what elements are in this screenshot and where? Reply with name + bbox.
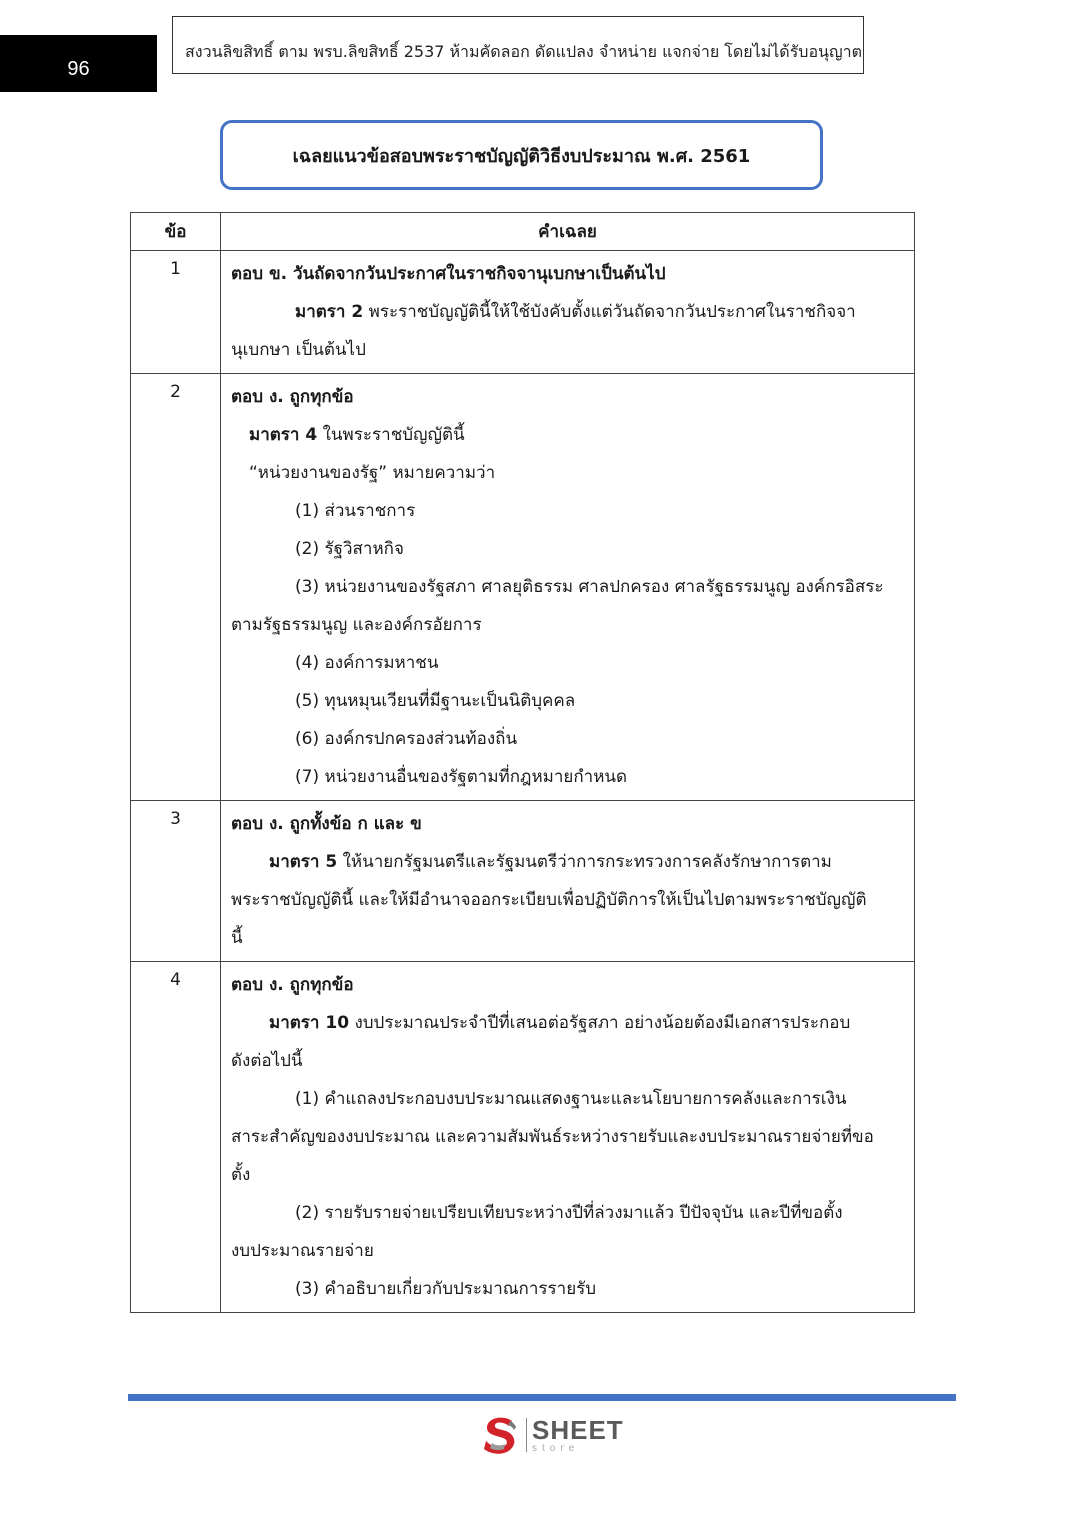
section-text: นุเบกษา เป็นต้นไป [231, 340, 366, 360]
question-number: 1 [131, 251, 221, 374]
answer-choice: ตอบ ง. ถูกทั้งข้อ ก และ ข [231, 814, 422, 834]
answer-cell [221, 251, 915, 374]
list-item-continuation: งบประมาณรายจ่าย [231, 1241, 374, 1261]
section-label: มาตรา 2 [295, 302, 364, 322]
section-text [231, 1004, 904, 1042]
table-row [131, 801, 915, 962]
answer-cell [221, 374, 915, 801]
table-header-row [131, 213, 915, 251]
section-text: นี้ [231, 928, 243, 948]
answer-choice: ตอบ ง. ถูกทุกข้อ [231, 975, 354, 995]
sheet-store-logo [478, 1412, 628, 1458]
answer-table [130, 212, 915, 1313]
section-label: มาตรา 4 [249, 425, 318, 445]
section-text: ดังต่อไปนี้ [231, 1051, 303, 1071]
section-text [231, 843, 904, 881]
section-text [231, 416, 904, 454]
question-number: 3 [131, 801, 221, 962]
s-logo-icon [478, 1413, 522, 1457]
table-row [131, 251, 915, 374]
table-row [131, 962, 915, 1313]
copyright-notice: สงวนลิขสิทธิ์ ตาม พรบ.ลิขสิทธิ์ 2537 ห้ามคัดลอก ดัดแปลง จำหน่าย แจกจ่าย โดยไม่ได้รับอนุญาต [172, 16, 864, 74]
list-item: (1) คำแถลงประกอบงบประมาณแสดงฐานะและนโยบายการคลังและการเงิน [295, 1089, 847, 1109]
list-item: (2) รัฐวิสาหกิจ [295, 539, 404, 559]
list-item-continuation: ตามรัฐธรรมนูญ และองค์กรอัยการ [231, 615, 482, 635]
logo-separator [526, 1418, 527, 1452]
section-label: มาตรา 10 [269, 1013, 350, 1033]
question-number: 2 [131, 374, 221, 801]
table-row [131, 374, 915, 801]
list-item: (7) หน่วยงานอื่นของรัฐตามที่กฎหมายกำหนด [295, 767, 628, 787]
list-item-continuation: ตั้ง [231, 1165, 251, 1185]
column-header-number: ข้อ [131, 213, 221, 251]
section-content: ให้นายกรัฐมนตรีและรัฐมนตรีว่าการกระทรวงการคลังรักษาการตาม [337, 852, 832, 872]
logo-text [532, 1414, 624, 1454]
section-content: งบประมาณประจำปีที่เสนอต่อรัฐสภา อย่างน้อยต้องมีเอกสารประกอบ [349, 1013, 851, 1033]
list-item: (3) หน่วยงานของรัฐสภา ศาลยุติธรรม ศาลปกครอง ศาลรัฐธรรมนูญ องค์กรอิสระ [295, 577, 884, 597]
column-header-answer: คำเฉลย [221, 213, 915, 251]
list-item: (1) ส่วนราชการ [295, 501, 416, 521]
question-number: 4 [131, 962, 221, 1313]
section-text [231, 293, 904, 331]
list-item: (4) องค์การมหาชน [295, 653, 439, 673]
answer-choice: ตอบ ข. วันถัดจากวันประกาศในราชกิจจานุเบกษาเป็นต้นไป [231, 264, 666, 284]
page-title: เฉลยแนวข้อสอบพระราชบัญญัติวิธีงบประมาณ พ.ศ. 2561 [220, 120, 823, 190]
logo-wordmark: SHEET [532, 1414, 624, 1445]
list-item-continuation: สาระสำคัญของงบประมาณ และความสัมพันธ์ระหว่างรายรับและงบประมาณรายจ่ายที่ขอ [231, 1127, 874, 1147]
section-content: ในพระราชบัญญัตินี้ [317, 425, 465, 445]
answer-choice: ตอบ ง. ถูกทุกข้อ [231, 387, 354, 407]
answer-cell [221, 801, 915, 962]
footer-divider [128, 1394, 956, 1401]
logo-subtext: store [532, 1442, 580, 1454]
section-text: พระราชบัญญัตินี้ และให้มีอำนาจออกระเบียบเพื่อปฏิบัติการให้เป็นไปตามพระราชบัญญัติ [231, 890, 867, 910]
list-item: (3) คำอธิบายเกี่ยวกับประมาณการรายรับ [295, 1279, 597, 1299]
answer-cell [221, 962, 915, 1313]
list-item: (6) องค์กรปกครองส่วนท้องถิ่น [295, 729, 518, 749]
section-label: มาตรา 5 [269, 852, 338, 872]
section-content: พระราชบัญญัตินี้ให้ใช้บังคับตั้งแต่วันถัดจากวันประกาศในราชกิจจา [363, 302, 856, 322]
definition-text: “หน่วยงานของรัฐ” หมายความว่า [249, 463, 496, 483]
list-item: (5) ทุนหมุนเวียนที่มีฐานะเป็นนิติบุคคล [295, 691, 576, 711]
page-number: 96 [0, 35, 157, 92]
list-item: (2) รายรับรายจ่ายเปรียบเทียบระหว่างปีที่ล่วงมาแล้ว ปีปัจจุบัน และปีที่ขอตั้ง [295, 1203, 843, 1223]
